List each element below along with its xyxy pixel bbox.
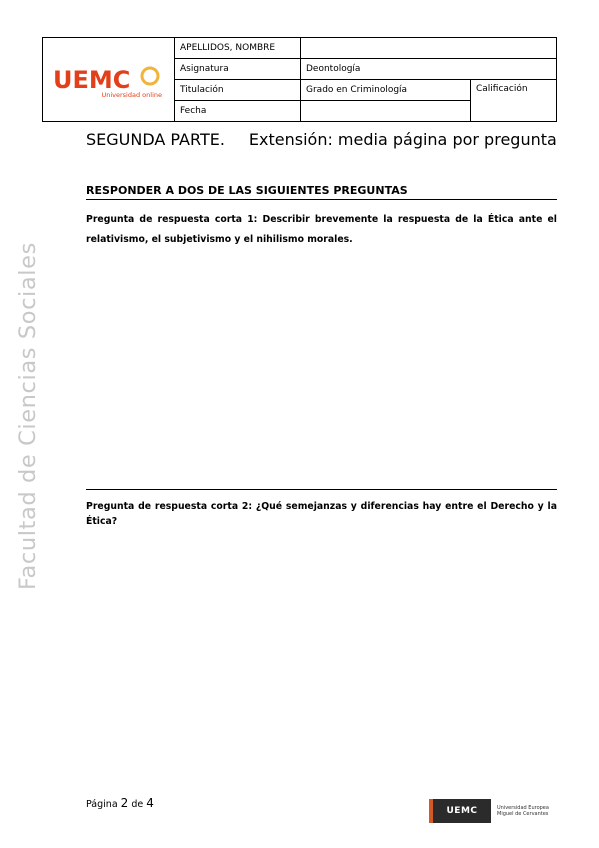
faculty-side-label: Facultad de Ciencias Sociales <box>15 242 41 590</box>
label-asignatura: Asignatura <box>175 59 301 80</box>
svg-text:UEMC: UEMC <box>52 65 130 94</box>
label-titulacion: Titulación <box>175 80 301 101</box>
calificacion-cell: Calificación <box>471 80 557 122</box>
question-1: Pregunta de respuesta corta 1: Describir brevemente la respuesta de la Ética ante el relativismo, el subjetivismo y el nihilismo morales. <box>86 214 557 245</box>
logo-tagline: Universidad online <box>100 90 162 99</box>
question-2: Pregunta de respuesta corta 2: ¿Qué semejanzas y diferencias hay entre el Derecho y la Ética? <box>86 501 557 527</box>
label-fecha: Fecha <box>175 101 301 122</box>
page-of: de <box>131 799 144 810</box>
value-apellidos[interactable] <box>301 38 557 59</box>
footer-logo-line2: Miguel de Cervantes <box>497 811 549 817</box>
page-total: 4 <box>146 796 154 810</box>
uemc-logo <box>43 38 174 121</box>
header-table <box>42 37 557 122</box>
footer-logo-box <box>429 799 491 823</box>
title-part: SEGUNDA PARTE. <box>86 130 225 149</box>
page-title <box>86 130 557 150</box>
footer-logo-text <box>497 805 549 817</box>
page-word: Página <box>86 799 118 810</box>
value-fecha[interactable] <box>301 101 471 122</box>
footer-logo <box>429 797 557 825</box>
page-current: 2 <box>120 796 129 810</box>
footer-logo-line1: Universidad Europea <box>497 805 549 811</box>
value-asignatura: Deontología <box>301 59 557 80</box>
logo-cell <box>43 38 175 122</box>
page-number <box>86 796 154 810</box>
uemc-logo-icon <box>50 60 168 100</box>
question-divider <box>86 489 557 490</box>
title-extension: Extensión: media página por pregunta <box>248 130 557 149</box>
section-heading: RESPONDER A DOS DE LAS SIGUIENTES PREGUNTAS <box>86 184 557 200</box>
footer-logo-word: UEMC <box>446 806 478 816</box>
label-apellidos: APELLIDOS, NOMBRE <box>175 38 301 59</box>
value-titulacion: Grado en Criminología <box>301 80 471 101</box>
